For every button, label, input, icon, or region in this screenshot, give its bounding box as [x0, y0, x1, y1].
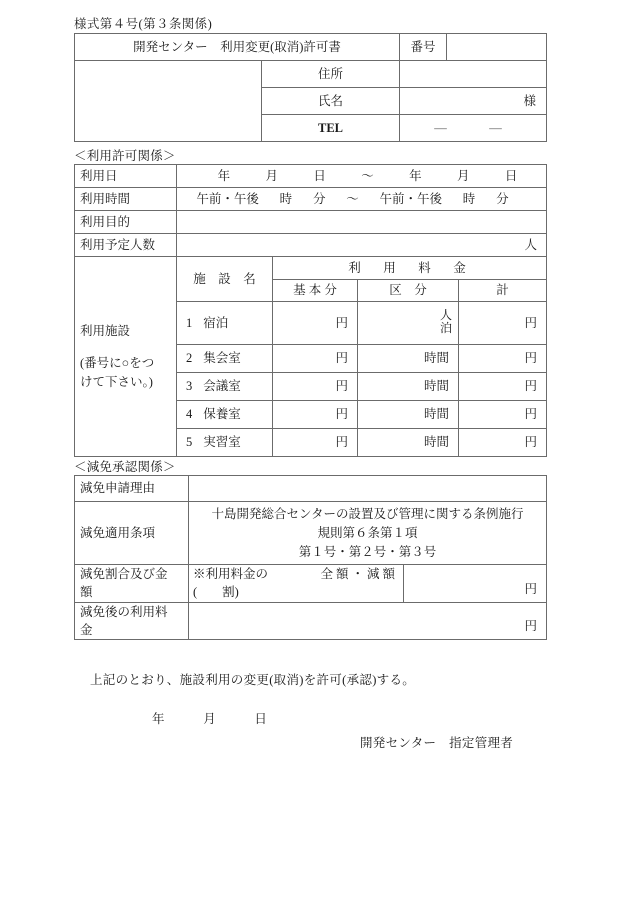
approval-date-line[interactable]: 年 月 日 [152, 712, 268, 726]
provision-line-3: 第１号・第２号・第３号 [298, 544, 437, 559]
use-date-label: 利用日 [75, 165, 177, 188]
facility-number: 2 [186, 351, 193, 366]
facility-division[interactable]: 時間 [358, 345, 459, 373]
facility-section-label [75, 257, 177, 457]
facility-basic-fee[interactable] [273, 302, 358, 345]
facility-basic-fee[interactable]: 円 [273, 373, 358, 401]
table-row [75, 165, 547, 188]
facility-division[interactable]: 時間 [358, 429, 459, 457]
facility-basic-fee[interactable]: 円 [273, 345, 358, 373]
table-row [75, 502, 547, 565]
facility-label-note-1: (番号に○をつ [80, 356, 155, 371]
facility-number: 3 [186, 379, 193, 394]
reduction-after-label [75, 602, 189, 639]
facility-division-unit: 人 泊 [439, 308, 452, 335]
table-row [75, 211, 547, 234]
reduction-reason-label: 減免申請理由 [75, 476, 189, 502]
table-row [75, 234, 547, 257]
name-label: 氏名 [262, 88, 400, 115]
reduction-after-label-line1: 減免後の利用料 [80, 604, 168, 619]
fee-division-header: 区 分 [358, 280, 459, 302]
use-date-day-1: 日 [313, 168, 326, 183]
facility-number: 4 [186, 407, 193, 422]
reduction-rate-label-line1: 減免割合及び金 [80, 567, 168, 582]
facility-row-name[interactable] [177, 401, 273, 429]
use-time-range-tilde: ～ [346, 191, 359, 206]
approval-signature: 開発センター 指定管理者 [360, 736, 514, 750]
use-date-year-1: 年 [217, 168, 231, 183]
fee-total-header: 計 [459, 280, 547, 302]
reduction-after-label-line2: 金 [80, 622, 93, 637]
approval-statement: 上記のとおり、施設利用の変更(取消)を許可(承認)する。 [90, 673, 416, 687]
use-purpose-field[interactable] [177, 211, 547, 234]
address-label: 住所 [262, 61, 400, 88]
facility-total[interactable] [459, 302, 547, 345]
facility-number: 1 [186, 315, 193, 330]
use-date-field[interactable] [177, 165, 547, 188]
use-date-day-2: 日 [504, 168, 518, 183]
number-label: 番号 [400, 34, 447, 61]
use-time-label: 利用時間 [75, 188, 177, 211]
name-field-honorific[interactable]: 様 [400, 88, 547, 115]
table-row [75, 602, 547, 639]
facility-basic-unit: 円 [335, 315, 348, 330]
reduction-provision-text[interactable] [189, 502, 547, 565]
facility-row-name[interactable] [177, 345, 273, 373]
table-row [75, 34, 547, 61]
facility-basic-fee[interactable]: 円 [273, 429, 358, 457]
reduction-section-heading: ＜減免承認関係＞ [74, 460, 176, 474]
facility-row-name[interactable] [177, 373, 273, 401]
reduction-after-amount[interactable]: 円 [189, 602, 547, 639]
reduction-rate-note-line1: ※利用料金の [193, 567, 269, 582]
table-row [75, 61, 547, 88]
tel-dash-1: — [434, 120, 447, 135]
use-date-range-tilde: ～ [361, 168, 374, 183]
header-table [74, 33, 547, 142]
table-row [75, 257, 547, 280]
expected-count-label: 利用予定人数 [75, 234, 177, 257]
provision-line-2: 規則第６条第１項 [317, 525, 418, 540]
use-date-year-2: 年 [409, 168, 422, 183]
facility-division[interactable]: 時間 [358, 401, 459, 429]
permit-title: 開発センター 利用変更(取消)許可書 [75, 34, 400, 61]
facility-total[interactable]: 円 [459, 345, 547, 373]
use-date-month-1: 月 [265, 168, 279, 183]
facility-number: 5 [186, 435, 193, 450]
reduction-reason-field[interactable] [189, 476, 547, 502]
permission-table [74, 164, 547, 457]
facility-division[interactable]: 時間 [358, 373, 459, 401]
use-time-minute-1: 分 [312, 191, 326, 206]
fee-basic-header: 基 本 分 [273, 280, 358, 302]
reduction-table [74, 475, 547, 640]
facility-row-name[interactable] [177, 429, 273, 457]
use-time-field[interactable] [177, 188, 547, 211]
reduction-rate-label [75, 565, 189, 602]
fee-group-header: 利 用 料 金 [273, 257, 547, 280]
facility-name: 実習室 [203, 435, 241, 450]
facility-name-column-header: 施 設 名 [177, 257, 273, 302]
table-row [75, 565, 547, 602]
address-field[interactable] [400, 61, 547, 88]
permission-section-heading: ＜利用許可関係＞ [74, 149, 176, 163]
number-field[interactable] [447, 34, 547, 61]
facility-name: 会議室 [203, 379, 241, 394]
facility-row-name[interactable] [177, 302, 273, 345]
expected-count-field[interactable]: 人 [177, 234, 547, 257]
reduction-provision-label: 減免適用条項 [75, 502, 189, 565]
reduction-rate-amount[interactable]: 円 [404, 565, 547, 602]
reduction-rate-fraction[interactable]: ( 割) [193, 585, 239, 600]
use-date-month-2: 月 [456, 168, 470, 183]
reduction-rate-choice[interactable]: 全額・減額 [320, 567, 398, 582]
facility-name: 宿泊 [203, 315, 229, 330]
tel-field[interactable] [400, 115, 547, 142]
tel-label: TEL [262, 115, 400, 142]
facility-total[interactable]: 円 [459, 401, 547, 429]
facility-label-note-2: けて下さい。) [80, 374, 153, 389]
use-time-minute-2: 分 [496, 191, 509, 206]
facility-name: 保養室 [203, 407, 241, 422]
reduction-rate-label-line2: 額 [80, 585, 93, 600]
use-time-ampm-2: 午前・午後 [379, 191, 443, 206]
facility-total-unit: 円 [524, 315, 538, 330]
form-number: 様式第４号(第３条関係) [74, 17, 213, 31]
facility-total[interactable]: 円 [459, 429, 547, 457]
facility-basic-fee[interactable]: 円 [273, 401, 358, 429]
use-purpose-label: 利用目的 [75, 211, 177, 234]
applicant-block[interactable] [75, 61, 262, 142]
table-row [75, 476, 547, 502]
use-time-hour-2: 時 [462, 191, 476, 206]
facility-division[interactable] [358, 302, 459, 345]
facility-name: 集会室 [203, 351, 241, 366]
use-time-hour-1: 時 [279, 191, 293, 206]
facility-label-main: 利用施設 [80, 324, 131, 339]
reduction-rate-note[interactable] [189, 565, 404, 602]
table-row [75, 188, 547, 211]
use-time-ampm-1: 午前・午後 [196, 191, 259, 206]
facility-total[interactable]: 円 [459, 373, 547, 401]
tel-dash-2: — [489, 120, 502, 135]
provision-line-1: 十島開発総合センターの設置及び管理に関する条例施行 [211, 507, 524, 521]
